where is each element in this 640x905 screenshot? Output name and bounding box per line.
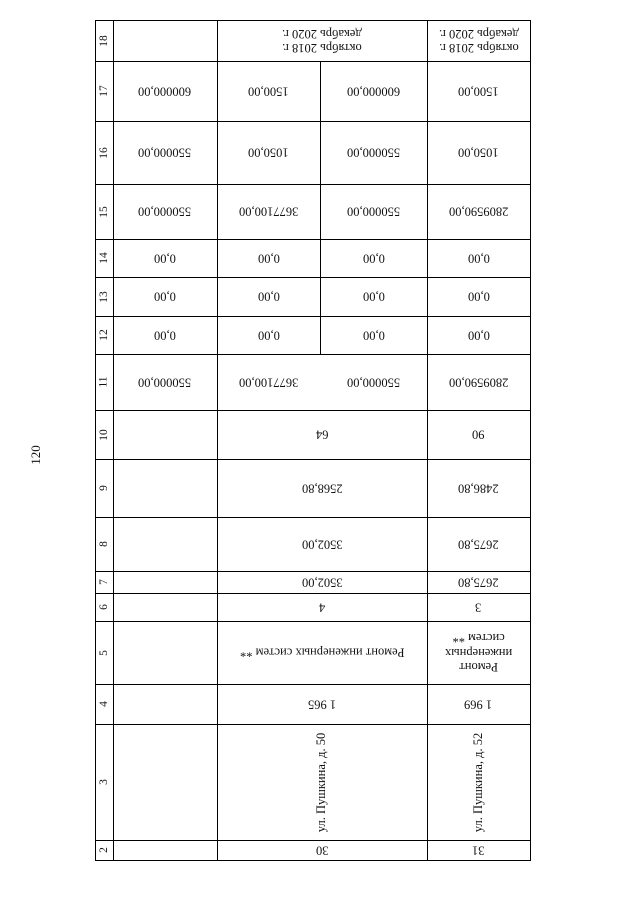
- col-num: 7: [98, 579, 110, 585]
- cell-value: 550000,00: [346, 145, 401, 160]
- cell-value: 1500,00: [248, 84, 289, 99]
- cell-value: 0,00: [467, 251, 490, 266]
- cell-value: 0,00: [154, 328, 176, 343]
- cell-value: 0,00: [257, 328, 280, 343]
- cell-value: 1050,00: [248, 145, 289, 160]
- col-num: 14: [98, 252, 110, 264]
- col-num: 17: [98, 85, 110, 97]
- cell-value: 2568,80: [301, 481, 343, 496]
- cell-value: 1 969: [464, 697, 493, 712]
- cell-value: 0,00: [467, 328, 490, 343]
- address-cell: ул. Пушкина, д. 52: [470, 732, 485, 832]
- cell-value: 0,00: [154, 251, 176, 266]
- row-number: 31: [472, 843, 485, 858]
- col-num: 9: [98, 485, 110, 491]
- row-number: 30: [315, 843, 329, 858]
- cell-value: 3502,00: [301, 575, 343, 590]
- cell-value: 0,00: [362, 251, 385, 266]
- cell-value: 3677100,00: [238, 204, 299, 219]
- col-num: 6: [98, 604, 110, 610]
- cell-value: 2486,80: [458, 481, 499, 496]
- cell-value: 1500,00: [458, 84, 499, 99]
- cell-value: 1050,00: [458, 145, 499, 160]
- cell-value: 600000,00: [346, 84, 401, 99]
- col-num: 3: [98, 779, 110, 785]
- cell-value: 2675,80: [458, 575, 499, 590]
- cell-value: 3502,00: [301, 537, 343, 552]
- cell-value: 2809590,00: [448, 204, 509, 219]
- col-num: 11: [97, 376, 110, 388]
- col-num: 8: [98, 541, 110, 547]
- cell-value: 90: [472, 427, 485, 442]
- page-number: 120: [28, 445, 43, 465]
- cell-value: 550000,00: [138, 145, 192, 160]
- cell-value: 550000,00: [346, 204, 401, 219]
- data-table: [95, 20, 531, 860]
- col-num: 16: [98, 146, 110, 159]
- period-cell: октябрь 2018 г. декабрь 2020 г.: [282, 26, 362, 55]
- cell-value: Ремонт инженерных систем **: [444, 631, 513, 675]
- cell-value: 3: [475, 600, 482, 615]
- col-num: 12: [98, 329, 110, 341]
- col-num: 10: [98, 428, 110, 441]
- cell-value: 0,00: [362, 328, 385, 343]
- cell-value: 4: [318, 600, 326, 615]
- cell-value: 1 965: [307, 697, 337, 712]
- period-cell: октябрь 2018 г. декабрь 2020 г.: [438, 26, 519, 55]
- cell-value: 550000,00: [346, 375, 401, 390]
- cell-value: 0,00: [362, 289, 385, 304]
- col-num: 18: [98, 34, 110, 47]
- col-num: 13: [98, 290, 110, 303]
- cell-value: 0,00: [257, 251, 280, 266]
- cell-value: 3677100,00: [238, 375, 299, 390]
- cell-value: 2809590,00: [448, 375, 509, 390]
- cell-value: 2675,80: [458, 537, 499, 552]
- cell-value: 0,00: [257, 289, 280, 304]
- cell-value: 0,00: [467, 289, 490, 304]
- cell-value: 0,00: [154, 289, 176, 304]
- cell-value: 600000,00: [138, 84, 192, 99]
- col-num: 4: [98, 701, 110, 707]
- cell-value: Ремонт инженерных систем **: [239, 645, 405, 660]
- cell-value: 550000,00: [138, 375, 192, 390]
- col-num: 5: [98, 649, 110, 656]
- address-cell: ул. Пушкина, д. 50: [314, 732, 329, 832]
- cell-value: 550000,00: [138, 204, 192, 219]
- cell-value: 64: [315, 427, 329, 442]
- col-num: 2: [98, 847, 110, 853]
- col-num: 15: [98, 205, 110, 218]
